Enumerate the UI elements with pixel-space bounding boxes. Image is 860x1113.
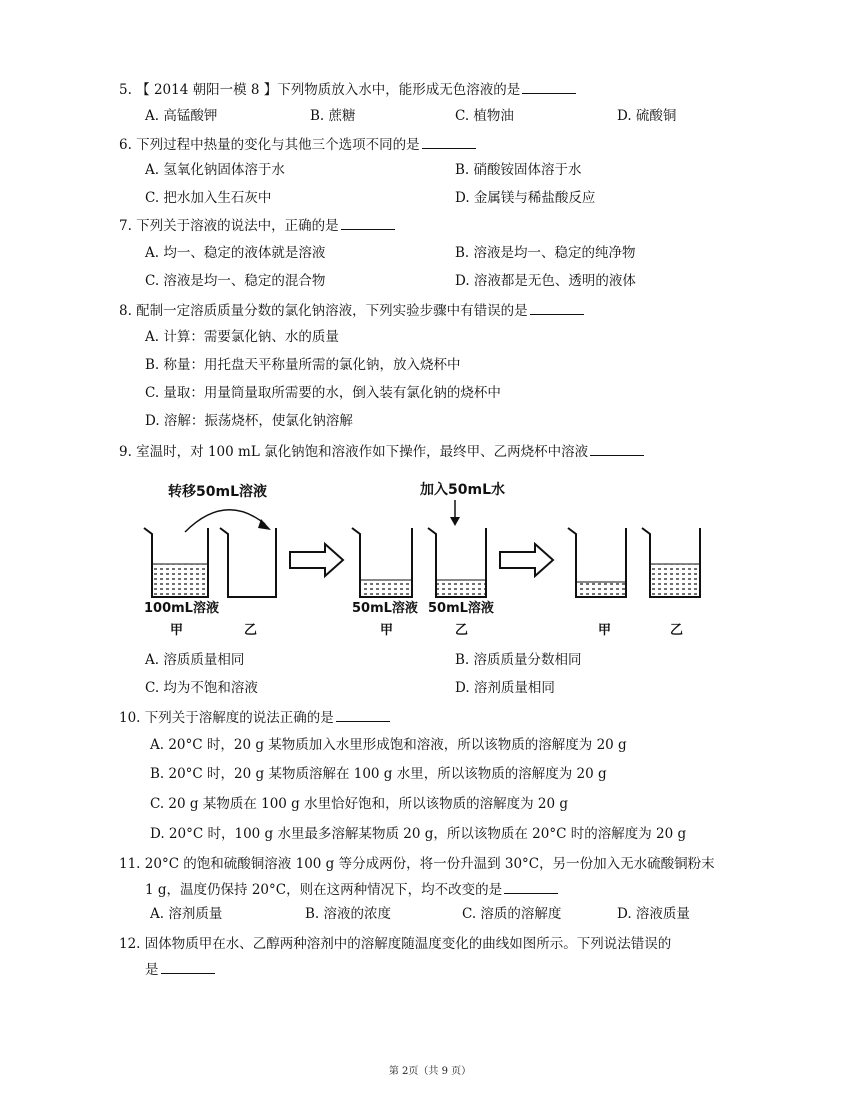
option: D. 20°C 时，100 g 水里最多溶解某物质 20 g，所以该物质在 20°C 时的溶解度为 20 g — [150, 826, 687, 842]
beaker-jia-3 — [568, 528, 626, 597]
beaker-jia-2 — [352, 528, 412, 597]
option: A. 氢氧化钠固体溶于水 — [145, 162, 285, 178]
question-stem: 10. 下列关于溶解度的说法正确的是 — [119, 710, 334, 726]
option: B. 20°C 时，20 g 某物质溶解在 100 g 水里，所以该物质的溶解度为 20 g — [150, 766, 607, 782]
beaker-jia-1 — [144, 528, 208, 597]
option: B. 蔗糖 — [310, 108, 356, 124]
option: B. 溶液是均一、稳定的纯净物 — [455, 245, 636, 261]
question-10 — [119, 708, 390, 728]
answer-blank — [504, 880, 558, 894]
label-50ml-b: 50mL溶液 — [428, 601, 494, 616]
curved-arrow — [185, 510, 265, 532]
option: B. 称量：用托盘天平称量所需的氯化钠，放入烧杯中 — [145, 357, 461, 373]
answer-blank — [336, 708, 390, 722]
option: A. 溶剂质量 — [150, 906, 223, 922]
question-stem: 1 g，温度仍保持 20°C，则在这两种情况下，均不改变的是 — [145, 882, 503, 898]
label-jia-2: 甲 — [380, 623, 394, 638]
option: D. 溶剂质量相同 — [455, 680, 555, 696]
option: A. 均一、稳定的液体就是溶液 — [145, 245, 326, 261]
label-jia-1: 甲 — [170, 623, 184, 638]
option: A. 溶质质量相同 — [145, 652, 245, 668]
question-7 — [119, 216, 395, 236]
add-water-label: 加入50mL水 — [420, 482, 505, 498]
transfer-label: 转移50mL溶液 — [168, 484, 267, 500]
process-arrow-1 — [290, 544, 343, 576]
question-stem: 8. 配制一定溶质质量分数的氯化钠溶液，下列实验步骤中有错误的是 — [119, 303, 528, 319]
answer-blank — [161, 960, 215, 974]
question-6 — [119, 135, 476, 155]
option: B. 溶质质量分数相同 — [455, 652, 582, 668]
label-50ml-a: 50mL溶液 — [352, 601, 418, 616]
question-stem: 是 — [145, 962, 159, 978]
option: C. 溶液是均一、稳定的混合物 — [145, 273, 326, 289]
question-stem: 5. 【 2014 朝阳一模 8 】下列物质放入水中，能形成无色溶液的是 — [119, 82, 521, 98]
beaker-yi-2 — [428, 528, 486, 597]
label-yi-3: 乙 — [670, 623, 684, 638]
option: C. 20 g 某物质在 100 g 水里恰好饱和，所以该物质的溶解度为 20 g — [150, 796, 569, 812]
question-12: 12. 固体物质甲在水、乙醇两种溶剂中的溶解度随温度变化的曲线如图所示。下列说法错误的 — [119, 936, 672, 952]
option: D. 溶液质量 — [617, 906, 690, 922]
option: C. 把水加入生石灰中 — [145, 190, 272, 206]
label-yi-2: 乙 — [455, 623, 469, 638]
option: D. 金属镁与稀盐酸反应 — [455, 190, 596, 206]
answer-blank — [530, 301, 584, 315]
option: C. 溶质的溶解度 — [462, 906, 562, 922]
question-stem: 7. 下列关于溶液的说法中，正确的是 — [119, 218, 339, 234]
option: D. 溶解：振荡烧杯，使氯化钠溶解 — [145, 413, 353, 429]
answer-blank — [522, 80, 576, 94]
answer-blank — [590, 442, 644, 456]
question-stem: 6. 下列过程中热量的变化与其他三个选项不同的是 — [119, 137, 420, 153]
process-arrow-2 — [500, 544, 553, 576]
beaker-figure — [130, 472, 710, 642]
beaker-yi-3 — [642, 528, 700, 597]
answer-blank — [422, 135, 476, 149]
question-11: 11. 20°C 的饱和硫酸铜溶液 100 g 等分成两份，将一份升温到 30°C，另一份加入无水硫酸铜粉末 — [119, 856, 715, 872]
down-arrow-head — [450, 517, 460, 526]
option: D. 硫酸铜 — [617, 108, 677, 124]
option: C. 均为不饱和溶液 — [145, 680, 258, 696]
question-9 — [119, 442, 644, 462]
question-stem: 9. 室温时，对 100 mL 氯化钠饱和溶液作如下操作，最终甲、乙两烧杯中溶液 — [119, 444, 589, 460]
option: A. 高锰酸钾 — [145, 108, 218, 124]
question-8 — [119, 301, 584, 321]
label-jia-3: 甲 — [598, 623, 612, 638]
beaker-yi-1 — [220, 528, 276, 597]
label-100ml: 100mL溶液 — [144, 601, 219, 616]
page-footer: 第 2页（共 9 页） — [388, 1066, 472, 1077]
label-yi-1: 乙 — [244, 623, 258, 638]
answer-blank — [341, 216, 395, 230]
question-11-cont — [145, 880, 558, 900]
option: B. 硝酸铵固体溶于水 — [455, 162, 582, 178]
option: C. 量取：用量筒量取所需要的水，倒入装有氯化钠的烧杯中 — [145, 385, 501, 401]
option: C. 植物油 — [455, 108, 514, 124]
option: D. 溶液都是无色、透明的液体 — [455, 273, 636, 289]
question-5 — [119, 80, 576, 100]
option: B. 溶液的浓度 — [305, 906, 392, 922]
option: A. 20°C 时，20 g 某物质加入水里形成饱和溶液，所以该物质的溶解度为 20 g — [150, 737, 627, 753]
option: A. 计算：需要氯化钠、水的质量 — [145, 329, 339, 345]
question-12-cont — [145, 960, 215, 980]
